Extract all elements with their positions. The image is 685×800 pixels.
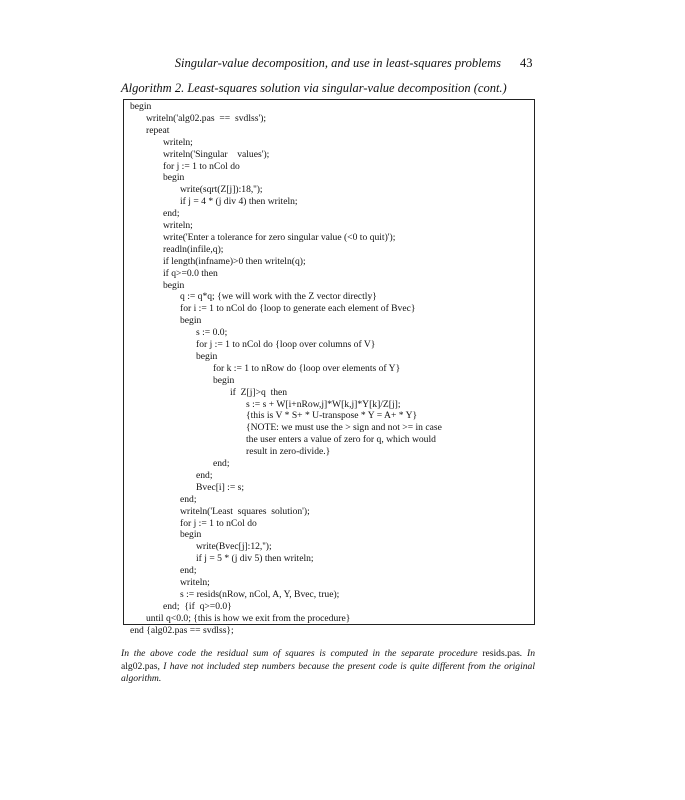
code-line: begin	[130, 101, 152, 112]
code-line: writeln;	[163, 220, 193, 231]
code-line: q := q*q; {we will work with the Z vector directly}	[180, 291, 377, 303]
code-line: begin	[180, 315, 202, 327]
code-line: write(Bvec[j]:12,'');	[196, 541, 272, 553]
code-line: if j = 5 * (j div 5) then writeln;	[196, 553, 314, 565]
code-line: begin	[180, 529, 202, 541]
code-line: end {alg02.pas == svdlss};	[130, 624, 234, 636]
page-number: 43	[520, 56, 533, 70]
code-line: result in zero-divide.}	[246, 446, 331, 458]
code-line: readln(infile,q);	[163, 243, 224, 255]
code-line: for k := 1 to nRow do {loop over elements of Y}	[213, 362, 401, 374]
code-line: end;	[213, 458, 230, 469]
code-line: for j := 1 to nCol do	[180, 517, 257, 529]
code-line: for j := 1 to nCol do	[163, 160, 240, 172]
code-line: end;	[180, 493, 197, 505]
code-line: repeat	[146, 124, 170, 136]
code-line: if Z[j]>q then	[230, 386, 288, 398]
code-line: write(sqrt(Z[j]):18,'');	[180, 184, 263, 196]
code-line: the user enters a value of zero for q, which would	[246, 434, 436, 446]
code-line: until q<0.0; {this is how we exit from the procedure}	[146, 612, 351, 624]
code-line: s := 0.0;	[196, 327, 228, 339]
footnote-text: , I have not included step numbers because the present code is quite different from the original algorithm.	[121, 660, 535, 684]
code-line: {NOTE: we must use the > sign and not >= in case	[246, 422, 442, 434]
code-line: if j = 4 * (j div 4) then writeln;	[180, 196, 298, 208]
code-line: s := resids(nRow, nCol, A, Y, Bvec, true);	[180, 588, 340, 600]
code-line: writeln;	[180, 577, 210, 588]
code-line: s := s + W[i+nRow,j]*W[k,j]*Y[k]/Z[j];	[246, 398, 401, 410]
code-line: begin	[163, 172, 185, 184]
code-line: {this is V * S+ * U-transpose * Y = A+ * Y}	[246, 410, 418, 422]
code-line: end;	[180, 565, 197, 577]
footnote-text: . In	[519, 648, 535, 659]
code-line: writeln('alg02.pas == svdlss');	[146, 112, 267, 124]
code-line: writeln;	[163, 136, 193, 148]
footnote-term-resids: resids.pas	[482, 648, 520, 659]
code-line: begin	[196, 350, 218, 362]
footnote-paragraph	[121, 648, 535, 686]
code-line: Bvec[i] := s;	[196, 481, 245, 493]
code-line: for i := 1 to nCol do {loop to generate each element of Bvec}	[180, 303, 416, 315]
footnote-term-alg02: alg02.pas	[121, 660, 158, 672]
running-title: Singular-value decomposition, and use in least-squares problems	[174, 56, 501, 70]
code-line: end;	[163, 208, 180, 220]
code-line: begin	[163, 279, 185, 291]
code-line: if length(infname)>0 then writeln(q);	[163, 255, 306, 267]
code-listing-box	[123, 99, 535, 636]
code-line: if q>=0.0 then	[163, 267, 218, 279]
code-line: begin	[213, 374, 235, 386]
running-header	[0, 56, 685, 70]
code-line: for j := 1 to nCol do {loop over columns of V}	[196, 339, 376, 350]
code-line: end;	[196, 469, 213, 481]
footnote-text: In the above code the residual sum of squares is computed in the separate procedure	[121, 648, 483, 659]
code-line: end; {if q>=0.0}	[163, 600, 232, 612]
code-line: writeln('Singular values');	[163, 148, 270, 160]
code-line: write('Enter a tolerance for zero singular value (<0 to quit)');	[163, 231, 396, 243]
code-line: writeln('Least squares solution');	[180, 505, 310, 517]
algorithm-caption: Algorithm 2. Least-squares solution via singular-value decomposition (cont.)	[121, 81, 507, 95]
